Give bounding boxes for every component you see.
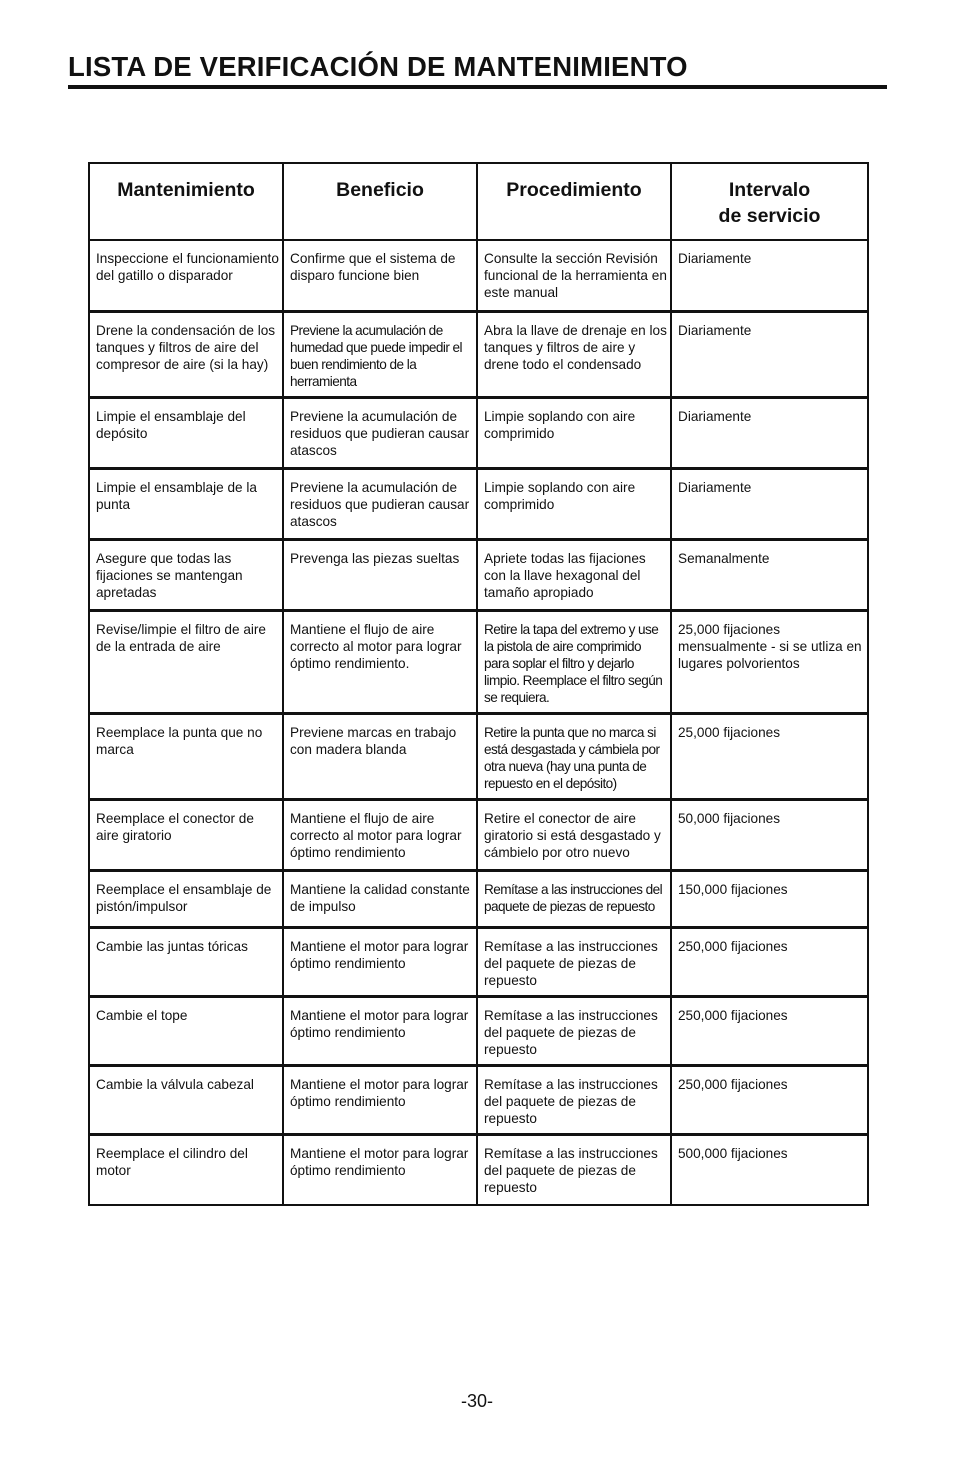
table-row [89, 996, 868, 1065]
cell-mantenimiento: Limpie el ensamblaje del depósito [89, 397, 283, 468]
cell-mantenimiento: Cambie la válvula cabezal [89, 1065, 283, 1134]
cell-procedimiento: Limpie soplando con aire comprimido [477, 397, 671, 468]
cell-intervalo: 250,000 fijaciones [671, 1065, 868, 1134]
table-row [89, 870, 868, 927]
cell-beneficio: Prevenga las piezas sueltas [283, 539, 477, 610]
cell-beneficio: Mantiene el motor para lograr óptimo rendimiento [283, 1134, 477, 1205]
cell-procedimiento: Remítase a las instrucciones del paquete de piezas de repuesto [477, 927, 671, 996]
cell-procedimiento: Limpie soplando con aire comprimido [477, 468, 671, 539]
cell-procedimiento: Remítase a las instrucciones del paquete de piezas de repuesto [477, 1065, 671, 1134]
page-title: LISTA DE VERIFICACIÓN DE MANTENIMIENTO [68, 50, 887, 89]
cell-procedimiento: Apriete todas las fijaciones con la llave hexagonal del tamaño apropiado [477, 539, 671, 610]
cell-mantenimiento: Reemplace el ensamblaje de pistón/impulsor [89, 870, 283, 927]
cell-beneficio: Previene marcas en trabajo con madera blanda [283, 713, 477, 799]
table-row [89, 927, 868, 996]
cell-procedimiento: Consulte la sección Revisión funcional de la herramienta en este manual [477, 240, 671, 311]
cell-mantenimiento: Cambie las juntas tóricas [89, 927, 283, 996]
cell-procedimiento: Retire la tapa del extremo y use la pistola de aire comprimido para soplar el filtro y dejarlo limpio. Reemplace el filtro según se requiera. [477, 610, 671, 713]
table-row [89, 311, 868, 397]
cell-beneficio: Mantiene el motor para lograr óptimo rendimiento [283, 996, 477, 1065]
cell-intervalo: 25,000 fijaciones [671, 713, 868, 799]
maintenance-checklist-table [88, 162, 869, 1206]
cell-mantenimiento: Reemplace el conector de aire giratorio [89, 799, 283, 870]
table-row [89, 468, 868, 539]
cell-intervalo: 250,000 fijaciones [671, 996, 868, 1065]
cell-procedimiento: Remítase a las instrucciones del paquete de piezas de repuesto [477, 996, 671, 1065]
cell-mantenimiento: Reemplace el cilindro del motor [89, 1134, 283, 1205]
cell-beneficio: Previene la acumulación de humedad que puede impedir el buen rendimiento de la herramienta [283, 311, 477, 397]
table-row [89, 799, 868, 870]
cell-beneficio: Previene la acumulación de residuos que pudieran causar atascos [283, 468, 477, 539]
cell-intervalo: Diariamente [671, 311, 868, 397]
cell-beneficio: Previene la acumulación de residuos que pudieran causar atascos [283, 397, 477, 468]
table-row [89, 397, 868, 468]
cell-procedimiento: Retire la punta que no marca si está desgastada y cámbiela por otra nueva (hay una punta de repuesto en el depósito) [477, 713, 671, 799]
cell-mantenimiento: Asegure que todas las fijaciones se mantengan apretadas [89, 539, 283, 610]
cell-beneficio: Mantiene el motor para lograr óptimo rendimiento [283, 1065, 477, 1134]
cell-beneficio: Mantiene el motor para lograr óptimo rendimiento [283, 927, 477, 996]
table-row [89, 1134, 868, 1205]
cell-procedimiento: Remítase a las instrucciones del paquete de piezas de repuesto [477, 870, 671, 927]
cell-procedimiento: Remítase a las instrucciones del paquete de piezas de repuesto [477, 1134, 671, 1205]
cell-mantenimiento: Inspeccione el funcionamiento del gatillo o disparador [89, 240, 283, 311]
cell-beneficio: Mantiene el flujo de aire correcto al motor para lograr óptimo rendimiento [283, 799, 477, 870]
cell-intervalo: Diariamente [671, 468, 868, 539]
cell-intervalo: 50,000 fijaciones [671, 799, 868, 870]
page-number: -30- [460, 1391, 493, 1411]
cell-beneficio: Mantiene la calidad constante de impulso [283, 870, 477, 927]
cell-mantenimiento: Cambie el tope [89, 996, 283, 1065]
cell-intervalo: Diariamente [671, 240, 868, 311]
cell-intervalo: 25,000 fijaciones mensualmente - si se utliza en lugares polvorientos [671, 610, 868, 713]
header-intervalo [671, 163, 868, 240]
table-row [89, 713, 868, 799]
header-intervalo-line1: Intervalo [728, 179, 811, 201]
table-row [89, 1065, 868, 1134]
cell-intervalo: 250,000 fijaciones [671, 927, 868, 996]
cell-mantenimiento: Reemplace la punta que no marca [89, 713, 283, 799]
cell-beneficio: Mantiene el flujo de aire correcto al motor para lograr óptimo rendimiento. [283, 610, 477, 713]
cell-intervalo: Semanalmente [671, 539, 868, 610]
cell-mantenimiento: Limpie el ensamblaje de la punta [89, 468, 283, 539]
cell-mantenimiento: Revise/limpie el filtro de aire de la entrada de aire [89, 610, 283, 713]
header-procedimiento: Procedimiento [477, 163, 671, 240]
header-mantenimiento: Mantenimiento [89, 163, 283, 240]
cell-intervalo: 150,000 fijaciones [671, 870, 868, 927]
table-row [89, 240, 868, 311]
table-header-row [89, 163, 868, 240]
cell-procedimiento: Abra la llave de drenaje en los tanques y filtros de aire y drene todo el condensado [477, 311, 671, 397]
cell-intervalo: Diariamente [671, 397, 868, 468]
cell-intervalo: 500,000 fijaciones [671, 1134, 868, 1205]
table-row [89, 610, 868, 713]
cell-procedimiento: Retire el conector de aire giratorio si está desgastado y cámbielo por otro nuevo [477, 799, 671, 870]
cell-mantenimiento: Drene la condensación de los tanques y filtros de aire del compresor de aire (si la hay) [89, 311, 283, 397]
header-beneficio: Beneficio [283, 163, 477, 240]
table-row [89, 539, 868, 610]
cell-beneficio: Confirme que el sistema de disparo funcione bien [283, 240, 477, 311]
header-intervalo-line2: de servicio [718, 205, 821, 227]
